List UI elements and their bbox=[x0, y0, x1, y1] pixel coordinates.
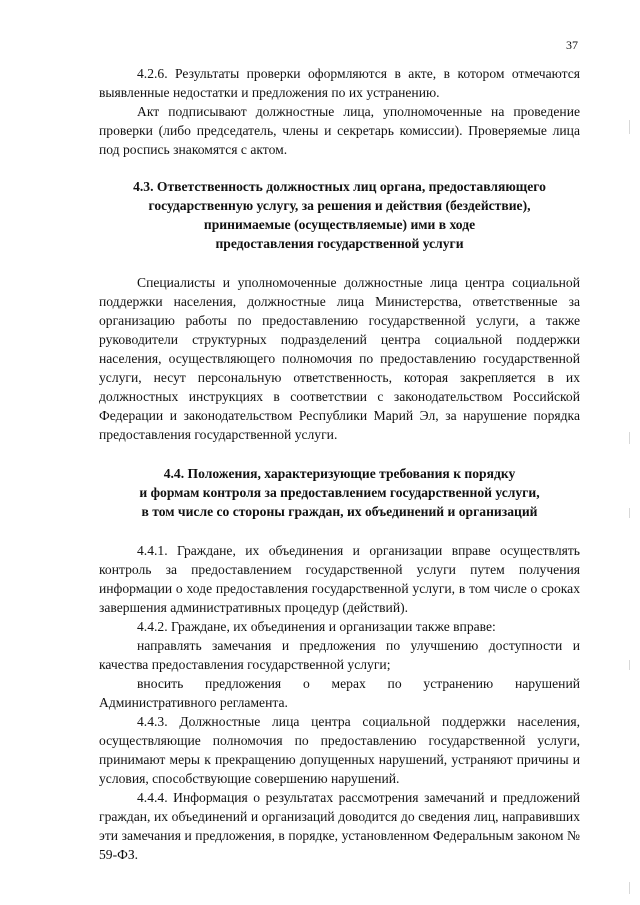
paragraph-responsibility: Специалисты и уполномоченные должностные лица центра социальной поддержки населения, должностные лица Министерства, ответственные за организацию работы по предоставлению государственной услуги, а также руководители структурных подразделений центра социальной поддержки населения, осуществляющего полномочия по предоставлению государственной услуги, несут персональную ответственность, которая закрепляется в их должностных инструкциях в соответствии с законодательством Российской Федерации и законодательством Республики Марий Эл, за нарушение порядка предоставления государственной услуги. bbox=[99, 275, 580, 442]
paragraph-4-2-6: 4.2.6. Результаты проверки оформляются в акте, в котором отмечаются выявленные недостатки и предложения по их устранению. bbox=[99, 66, 580, 100]
paragraph-submit-proposals: вносить предложения о мерах по устранению нарушений Административного регламента. bbox=[99, 676, 580, 710]
paragraph-4-4-4: 4.4.4. Информация о результатах рассмотрения замечаний и предложений граждан, их объединений и организаций доводится до сведения лиц, направивших эти замечания и предложения, в порядке, установленном Федеральным законом № 59-ФЗ. bbox=[99, 790, 580, 862]
scan-edge-mark bbox=[629, 882, 630, 894]
scan-edge-mark bbox=[629, 508, 630, 518]
paragraph-4-4-2: 4.4.2. Граждане, их объединения и организации также вправе: bbox=[137, 619, 496, 634]
paragraph-4-4-3: 4.4.3. Должностные лица центра социальной поддержки населения, осуществляющие полномочия по предоставлению государственной услуги, принимают меры к прекращению допущенных нарушений, устраняют причины и условия, способствующие совершению нарушений. bbox=[99, 714, 580, 786]
heading-line: принимаемые (осуществляемые) ими в ходе bbox=[203, 217, 476, 232]
heading-line: 4.3. Ответственность должностных лиц органа, предоставляющего bbox=[133, 179, 546, 194]
heading-line: 4.4. Положения, характеризующие требования к порядку bbox=[163, 466, 516, 481]
paragraph-submit-remarks: направлять замечания и предложения по улучшению доступности и качества предоставления государственной услуги; bbox=[99, 638, 580, 672]
heading-line: и формам контроля за предоставлением государственной услуги, bbox=[139, 485, 540, 500]
heading-line: предоставления государственной услуги bbox=[215, 236, 464, 251]
scan-edge-mark bbox=[629, 432, 630, 444]
heading-line: государственную услугу, за решения и действия (бездействие), bbox=[148, 198, 531, 213]
scan-edge-mark bbox=[629, 120, 630, 134]
scan-edge-mark bbox=[629, 660, 630, 670]
heading-line: в том числе со стороны граждан, их объединений и организаций bbox=[141, 504, 538, 519]
paragraph-act-signing: Акт подписывают должностные лица, уполномоченные на проведение проверки (либо председатель, члены и секретарь комиссии). Проверяемые лица под роспись знакомятся с актом. bbox=[99, 104, 580, 157]
paragraph-4-4-1: 4.4.1. Граждане, их объединения и организации вправе осуществлять контроль за предоставлением государственной услуги путем получения информации о ходе предоставления государственной услуги, в том числе о сроках завершения административных процедур (действий). bbox=[99, 543, 580, 615]
section-4-4-heading bbox=[99, 464, 580, 521]
page-content bbox=[99, 64, 580, 864]
section-4-3-heading bbox=[99, 177, 580, 253]
section-4-2-6 bbox=[99, 64, 580, 159]
page-number: 37 bbox=[566, 38, 578, 52]
